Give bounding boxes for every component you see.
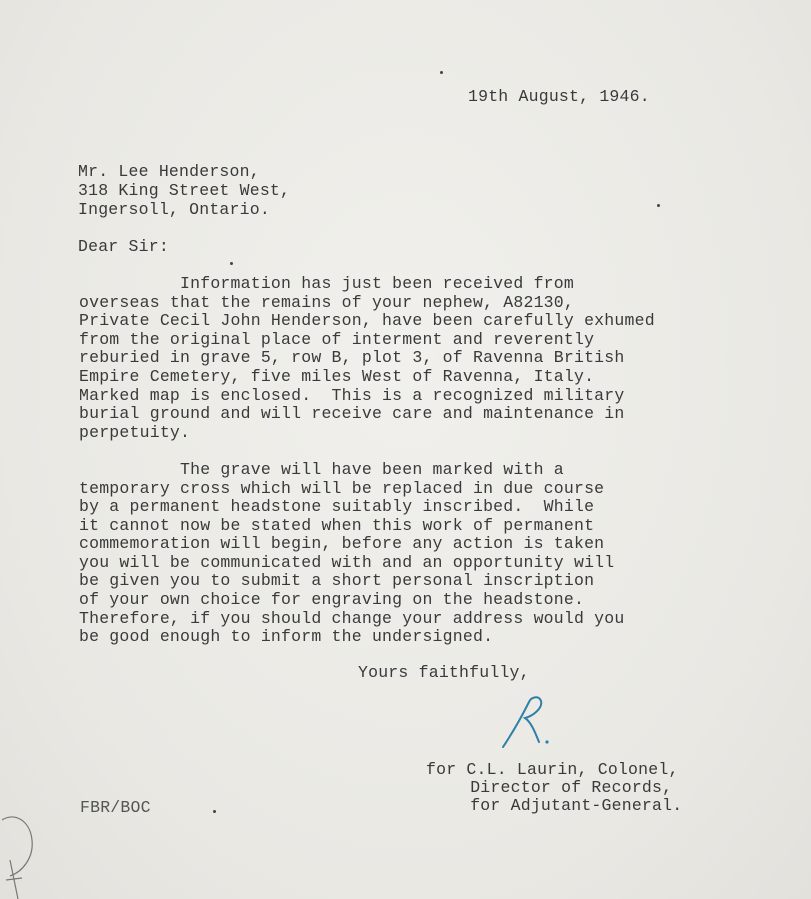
reference-initials: FBR/BOC — [80, 798, 151, 817]
paragraph-line: The grave will have been marked with a — [79, 460, 564, 479]
signature-mark — [495, 692, 565, 752]
letter-date: 19th August, 1946. — [468, 87, 650, 106]
recipient-name: Mr. Lee Henderson, — [78, 162, 260, 181]
paragraph-line: Therefore, if you should change your address would you — [79, 609, 625, 628]
paragraph-line: Private Cecil John Henderson, have been carefully exhumed — [79, 311, 655, 330]
paragraph-line: Marked map is enclosed. This is a recognized military — [79, 386, 625, 405]
closing: Yours faithfully, — [358, 663, 530, 682]
paragraph-line: from the original place of interment and reverently — [79, 330, 595, 349]
paper-speck — [230, 262, 233, 265]
paragraph-line: it cannot now be stated when this work of permanent — [79, 516, 595, 535]
paper-speck — [657, 204, 660, 207]
paragraph-line: by a permanent headstone suitably inscribed. While — [79, 497, 595, 516]
paper-speck — [440, 71, 443, 74]
paragraph-line: be given you to submit a short personal inscription — [79, 571, 595, 590]
paragraph-line: be good enough to inform the undersigned. — [79, 627, 494, 646]
paragraph-line: temporary cross which will be replaced in due course — [79, 479, 605, 498]
signature-line: for C.L. Laurin, Colonel, — [426, 760, 679, 779]
signature-line: for Adjutant-General. — [450, 796, 683, 815]
paragraph-line: burial ground and will receive care and maintenance in — [79, 404, 625, 423]
signature-line: Director of Records, — [450, 778, 673, 797]
paragraph-line: Empire Cemetery, five miles West of Ravenna, Italy. — [79, 367, 595, 386]
paragraph-line: you will be communicated with and an opportunity will — [79, 553, 615, 572]
paragraph-line: commemoration will begin, before any action is taken — [79, 534, 605, 553]
paragraph-line: reburied in grave 5, row B, plot 3, of Ravenna British — [79, 348, 625, 367]
salutation: Dear Sir: — [78, 237, 169, 256]
recipient-street: 318 King Street West, — [78, 181, 291, 200]
recipient-city: Ingersoll, Ontario. — [78, 200, 270, 219]
paper-speck — [213, 810, 216, 813]
margin-pencil-mark — [0, 800, 44, 899]
paragraph-line: Information has just been received from — [79, 274, 574, 293]
paragraph-line: perpetuity. — [79, 423, 191, 442]
paragraph-line: of your own choice for engraving on the headstone. — [79, 590, 585, 609]
paragraph-line: overseas that the remains of your nephew, A82130, — [79, 293, 574, 312]
